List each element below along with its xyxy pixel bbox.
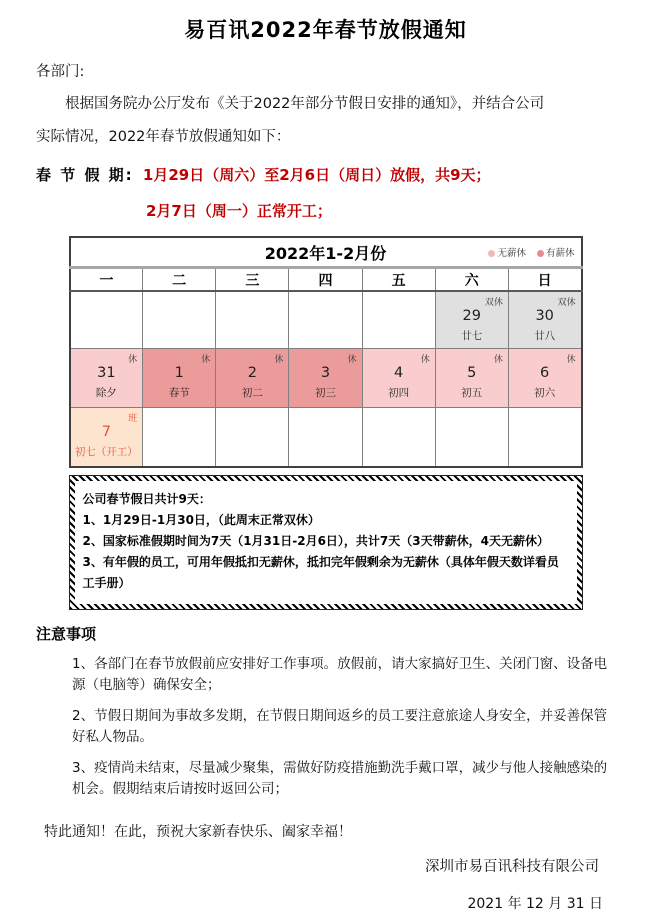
weekday-sat: 六 (435, 268, 508, 292)
calendar-cell-feb7 (70, 408, 143, 468)
cell-lunar: 春节 (168, 387, 190, 399)
calendar-legend (480, 245, 574, 259)
calendar-cell-empty (508, 408, 581, 468)
salutation: 各部门: (36, 64, 85, 80)
calendar-cell-feb2 (216, 349, 289, 408)
holiday-period-dates: 1月29日（周六）至2月6日（周日）放假，共9天； (142, 166, 491, 184)
calendar-cell-empty (289, 408, 362, 468)
cell-tag: 休 (274, 355, 284, 365)
legend-paid-label: 有薪休 (545, 248, 575, 259)
cell-day: 29 (462, 308, 481, 324)
cell-tag: 休 (128, 355, 138, 365)
calendar-cell-empty (216, 291, 289, 349)
holiday-summary-box (69, 475, 583, 610)
cell-day: 1 (174, 365, 184, 381)
legend-unpaid-label: 无薪休 (497, 248, 526, 259)
calendar-cell-jan30 (508, 291, 581, 349)
holiday-period-label: 春 节 假 期: (36, 166, 134, 184)
cell-day: 5 (467, 365, 477, 381)
company-signature: 深圳市易百讯科技有限公司 (425, 859, 599, 875)
closing-line: 特此通知！在此，预祝大家新春快乐、阖家幸福！ (44, 824, 352, 840)
cell-lunar: 初二 (241, 387, 263, 399)
calendar-cell-empty (289, 291, 362, 349)
work-resume-line: 2月7日（周一）正常开工； (146, 202, 332, 220)
weekday-fri: 五 (362, 268, 435, 292)
cell-day: 7 (101, 424, 111, 440)
calendar-cell-empty (362, 291, 435, 349)
calendar-cell-empty (435, 408, 508, 468)
weekday-tue: 二 (143, 268, 216, 292)
calendar-cell-empty (143, 408, 216, 468)
cell-tag: 休 (493, 355, 503, 365)
cell-day: 30 (535, 308, 554, 324)
calendar-title: 2022年1-2月份 (264, 243, 387, 263)
unpaid-leave-dot-icon (488, 250, 495, 257)
notes-heading: 注意事项 (36, 625, 97, 643)
calendar-cell-jan31 (70, 349, 143, 408)
cell-day: 4 (394, 365, 404, 381)
calendar-cell-feb1 (143, 349, 216, 408)
cell-tag: 班 (128, 414, 138, 424)
cell-lunar: 初三 (314, 387, 336, 399)
paid-leave-dot-icon (537, 250, 544, 257)
summary-item-3: 3、有年假的员工，可用年假抵扣无薪休，抵扣完年假剩余为无薪休（具体年假天数详看员工手册） (82, 555, 559, 590)
cell-lunar: 廿八 (534, 330, 556, 342)
cell-lunar: 初五 (461, 387, 483, 399)
summary-heading: 公司春节假日共计9天： (82, 492, 211, 506)
calendar-week-row (70, 349, 582, 408)
signature-date: 2021 年 12 月 31 日 (467, 896, 603, 912)
cell-tag: 休 (566, 355, 576, 365)
weekday-wed: 三 (216, 268, 289, 292)
summary-item-2: 2、国家标准假期时间为7天（1月31日-2月6日），共计7天（3天带薪休，4天无薪休） (82, 534, 549, 548)
cell-lunar: 初七（开工） (74, 446, 138, 458)
weekday-header-row (70, 268, 582, 292)
cell-tag: 休 (347, 355, 357, 365)
note-item-3: 3、疫情尚未结束，尽量减少聚集，需做好防疫措施勤洗手戴口罩，减少与他人接触感染的机会。假期结束后请按时返回公司； (72, 760, 608, 797)
calendar-header-cell (70, 237, 582, 268)
calendar-cell-feb4 (362, 349, 435, 408)
holiday-period-line (36, 164, 615, 185)
note-item-1: 1、各部门在春节放假前应安排好工作事项。放假前，请大家搞好卫生、关闭门窗、设备电源（电脑等）确保安全； (72, 656, 608, 693)
holiday-summary-content (75, 481, 577, 604)
calendar-cell-feb6 (508, 349, 581, 408)
calendar-cell-empty (70, 291, 143, 349)
cell-tag: 双休 (557, 298, 576, 308)
weekday-sun: 日 (508, 268, 581, 292)
calendar-cell-feb5 (435, 349, 508, 408)
cell-lunar: 初四 (388, 387, 410, 399)
calendar-cell-empty (362, 408, 435, 468)
cell-day: 6 (540, 365, 550, 381)
cell-lunar: 廿七 (461, 330, 483, 342)
calendar-week-row (70, 291, 582, 349)
page-title: 易百讯2022年春节放假通知 (184, 18, 467, 42)
weekday-mon: 一 (70, 268, 143, 292)
calendar-cell-empty (143, 291, 216, 349)
intro-paragraph-line1: 根据国务院办公厅发布《关于2022年部分节假日安排的通知》，并结合公司 (65, 96, 545, 112)
cell-day: 31 (97, 365, 116, 381)
note-item-2: 2、节假日期间为事故多发期，在节假日期间返乡的员工要注意旅途人身安全，并妥善保管好私人物品。 (72, 708, 608, 745)
summary-item-1: 1、1月29日-1月30日，（此周末正常双休） (82, 513, 320, 527)
cell-day: 2 (247, 365, 257, 381)
calendar-cell-empty (216, 408, 289, 468)
intro-paragraph-line2: 实际情况，2022年春节放假通知如下： (36, 129, 291, 145)
cell-lunar: 除夕 (95, 387, 117, 399)
weekday-thu: 四 (289, 268, 362, 292)
cell-tag: 休 (420, 355, 430, 365)
calendar-cell-feb3 (289, 349, 362, 408)
calendar-header-row (70, 237, 582, 268)
cell-lunar: 初六 (534, 387, 556, 399)
cell-tag: 双休 (484, 298, 503, 308)
cell-tag: 休 (201, 355, 211, 365)
cell-day: 3 (320, 365, 331, 381)
calendar-week-row (70, 408, 582, 468)
calendar-cell-jan29 (435, 291, 508, 349)
calendar-table (69, 236, 583, 468)
